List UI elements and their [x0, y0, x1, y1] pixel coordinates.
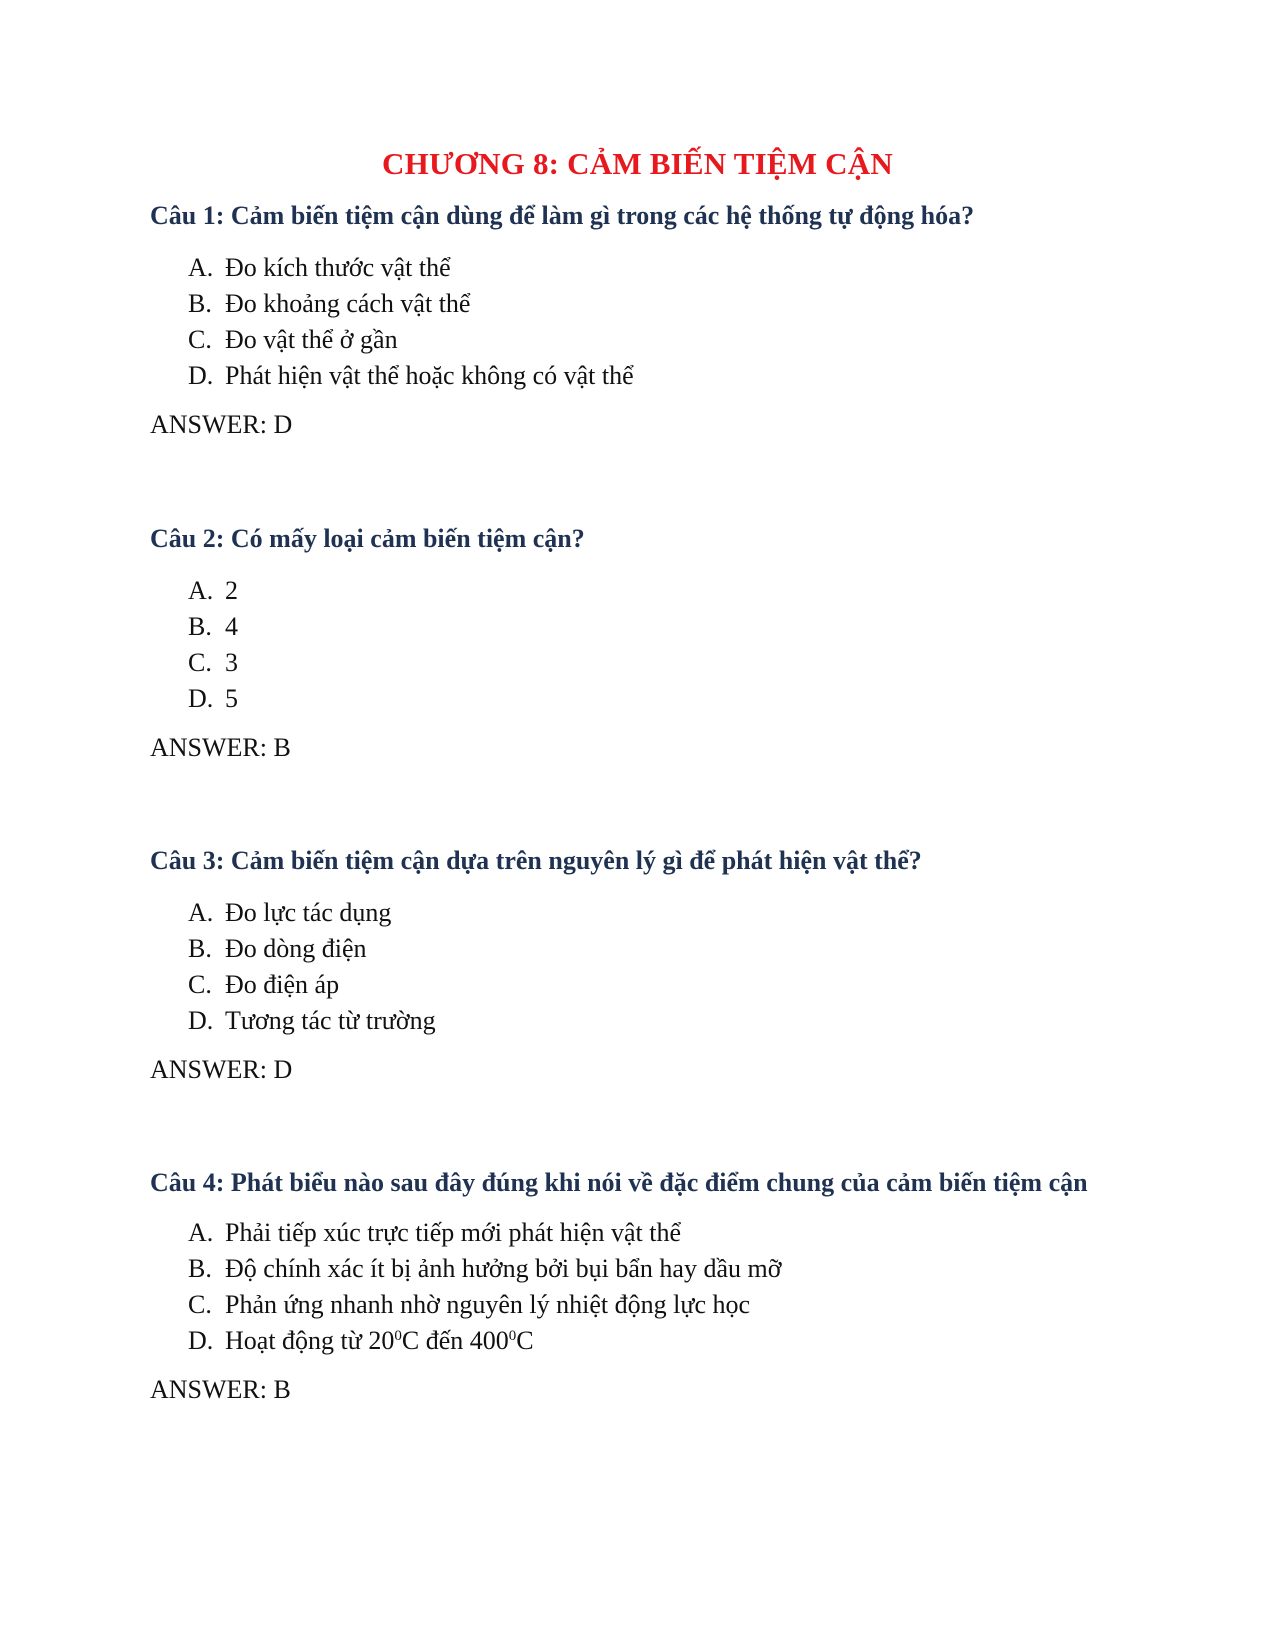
option-letter: C. [188, 648, 212, 677]
temperature-text: C [516, 1326, 534, 1355]
option-letter: A. [188, 253, 214, 282]
option-text: Đo vật thể ở gần [225, 325, 398, 354]
option-c [188, 967, 1110, 1003]
question-2 [150, 522, 1110, 765]
question-1 [150, 199, 1110, 442]
option-text: Độ chính xác ít bị ảnh hưởng bởi bụi bẩn hay dầu mỡ [225, 1254, 782, 1283]
option-c [188, 1287, 1110, 1323]
option-letter: D. [188, 684, 214, 713]
question-text: Câu 4: Phát biểu nào sau đây đúng khi nói về đặc điểm chung của cảm biến tiệm cận [150, 1168, 1088, 1197]
option-letter: C. [188, 325, 212, 354]
option-text [225, 1323, 534, 1359]
option-letter: B. [188, 612, 212, 641]
answer-line: ANSWER: B [150, 733, 291, 762]
option-b [188, 286, 1110, 322]
option-text: Tương tác từ trường [225, 1006, 436, 1035]
answer-line: ANSWER: B [150, 1375, 291, 1404]
option-a [188, 573, 1110, 609]
option-text: Phải tiếp xúc trực tiếp mới phát hiện vật thể [225, 1218, 682, 1247]
option-c [188, 322, 1110, 358]
degree-superscript: 0 [508, 1328, 517, 1344]
option-a [188, 250, 1110, 286]
option-a [188, 1215, 1110, 1251]
chapter-title: CHƯƠNG 8: CẢM BIẾN TIỆM CẬN [382, 146, 893, 181]
option-letter: D. [188, 1006, 214, 1035]
question-text: Câu 2: Có mấy loại cảm biến tiệm cận? [150, 524, 585, 553]
option-text: Phát hiện vật thể hoặc không có vật thể [225, 361, 634, 390]
option-list [188, 895, 1110, 1039]
option-letter: B. [188, 289, 212, 318]
option-d [188, 681, 1110, 717]
option-text: 5 [225, 684, 238, 713]
option-d [188, 1003, 1110, 1039]
question-4 [150, 1166, 1110, 1407]
option-text: Phản ứng nhanh nhờ nguyên lý nhiệt động lực học [225, 1290, 751, 1319]
option-text: Đo dòng điện [225, 934, 367, 963]
option-letter: B. [188, 934, 212, 963]
option-text: 4 [225, 612, 238, 641]
option-list [188, 250, 1110, 394]
option-letter: A. [188, 898, 214, 927]
option-letter: C. [188, 970, 212, 999]
option-letter: D. [188, 1326, 214, 1355]
temperature-text: C đến 400 [401, 1326, 509, 1355]
option-d [188, 1323, 1110, 1359]
option-letter: A. [188, 1218, 214, 1247]
option-text: Đo khoảng cách vật thể [225, 289, 471, 318]
option-text: 2 [225, 576, 238, 605]
option-b [188, 931, 1110, 967]
option-text: Đo điện áp [225, 970, 340, 999]
option-c [188, 645, 1110, 681]
option-text: 3 [225, 648, 238, 677]
option-letter: C. [188, 1290, 212, 1319]
option-b [188, 609, 1110, 645]
degree-superscript: 0 [394, 1328, 402, 1344]
option-letter: A. [188, 576, 214, 605]
option-list [188, 573, 1110, 717]
question-text: Câu 1: Cảm biến tiệm cận dùng để làm gì trong các hệ thống tự động hóa? [150, 201, 975, 230]
answer-line: ANSWER: D [150, 1055, 293, 1084]
option-a [188, 895, 1110, 931]
option-list [188, 1215, 1110, 1359]
temperature-text: Hoạt động từ 20 [225, 1326, 395, 1355]
option-d [188, 358, 1110, 394]
question-text: Câu 3: Cảm biến tiệm cận dựa trên nguyên lý gì để phát hiện vật thể? [150, 846, 922, 875]
option-text: Đo kích thước vật thể [225, 253, 451, 282]
option-letter: D. [188, 361, 214, 390]
option-b [188, 1251, 1110, 1287]
option-letter: B. [188, 1254, 212, 1283]
option-text: Đo lực tác dụng [225, 898, 392, 927]
answer-line: ANSWER: D [150, 410, 293, 439]
question-3 [150, 844, 1110, 1087]
